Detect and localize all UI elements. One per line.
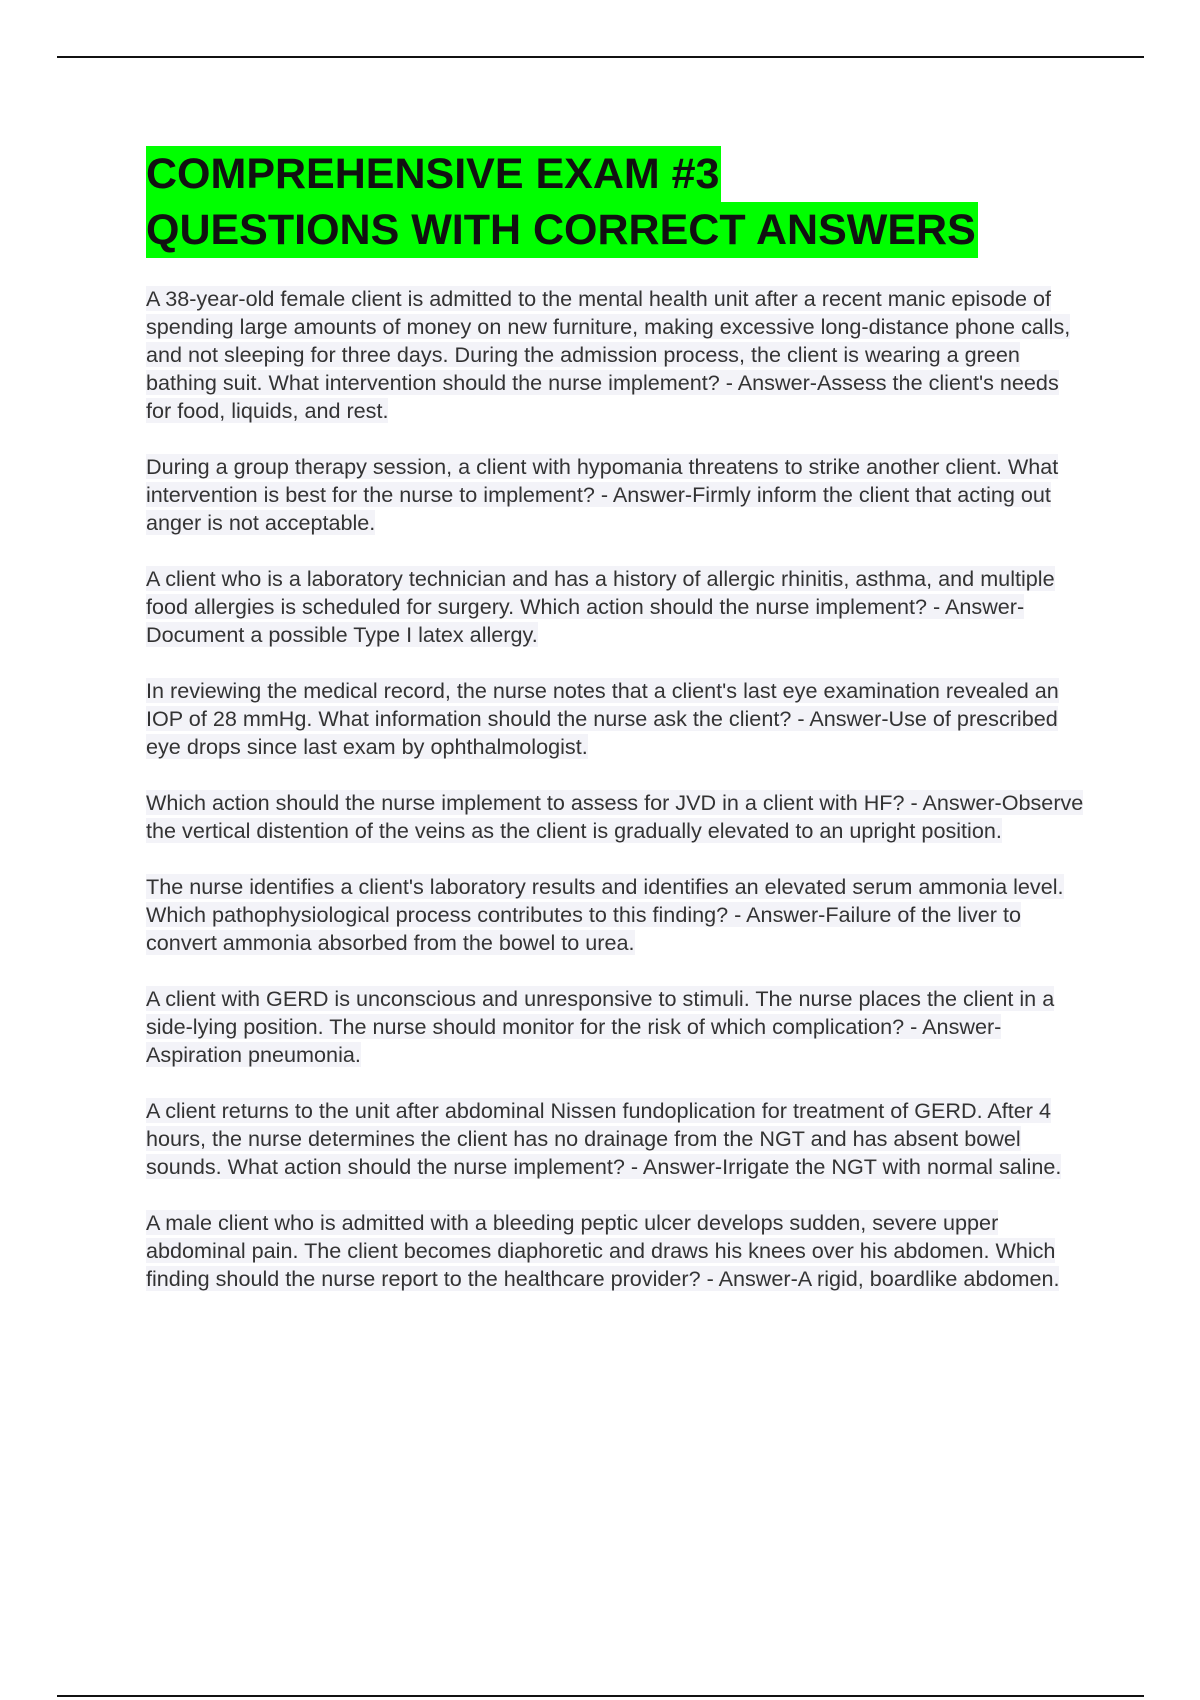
document-title-line-1: COMPREHENSIVE EXAM #3 [146, 146, 721, 202]
qa-item-text: A 38-year-old female client is admitted to the mental health unit after a recent manic episode of spending large amounts of money on new furniture, making excessive long-distance phone calls, and not sleeping for three days. During the admission process, the client is wearing a green bathing suit. What intervention should the nurse implement? - Answer-Assess the client's needs for food, liquids, and rest. [146, 286, 1071, 423]
qa-item-text: A client who is a laboratory technician and has a history of allergic rhinitis, asthma, and multiple food allergies is scheduled for surgery. Which action should the nurse implement? - Answer-Document a possible Type I latex allergy. [146, 566, 1055, 647]
document-body [146, 146, 1086, 1321]
qa-item [146, 985, 1086, 1069]
qa-item [146, 873, 1086, 957]
document-title-line-2: QUESTIONS WITH CORRECT ANSWERS [146, 202, 978, 258]
qa-item-text: The nurse identifies a client's laboratory results and identifies an elevated serum ammonia level. Which pathophysiological process contributes to this finding? - Answer-Failure of the liver to convert ammonia absorbed from the bowel to urea. [146, 874, 1064, 955]
qa-item [146, 1097, 1086, 1181]
qa-item-text: A male client who is admitted with a bleeding peptic ulcer develops sudden, severe upper abdominal pain. The client becomes diaphoretic and draws his knees over his abdomen. Which finding should the nurse report to the healthcare provider? - Answer-A rigid, boardlike abdomen. [146, 1210, 1060, 1291]
document-title [146, 146, 1086, 258]
qa-item-text: During a group therapy session, a client with hypomania threatens to strike another client. What intervention is best for the nurse to implement? - Answer-Firmly inform the client that acting out anger is not acceptable. [146, 454, 1059, 535]
qa-item [146, 677, 1086, 761]
top-rule [57, 56, 1144, 58]
qa-item-text: Which action should the nurse implement to assess for JVD in a client with HF? - Answer-Observe the vertical distention of the veins as the client is gradually elevated to an upright position. [146, 790, 1084, 843]
bottom-rule [57, 1695, 1144, 1697]
qa-item [146, 1209, 1086, 1293]
qa-item [146, 285, 1086, 425]
qa-item [146, 565, 1086, 649]
qa-item-text: A client returns to the unit after abdominal Nissen fundoplication for treatment of GERD. After 4 hours, the nurse determines the client has no drainage from the NGT and has absent bowel sounds. What action should the nurse implement? - Answer-Irrigate the NGT with normal saline. [146, 1098, 1062, 1179]
qa-item-text: A client with GERD is unconscious and unresponsive to stimuli. The nurse places the client in a side-lying position. The nurse should monitor for the risk of which complication? - Answer-Aspiration pneumonia. [146, 986, 1055, 1067]
qa-item [146, 453, 1086, 537]
qa-item [146, 789, 1086, 845]
qa-item-text: In reviewing the medical record, the nurse notes that a client's last eye examination revealed an IOP of 28 mmHg. What information should the nurse ask the client? - Answer-Use of prescribed eye drops since last exam by ophthalmologist. [146, 678, 1059, 759]
